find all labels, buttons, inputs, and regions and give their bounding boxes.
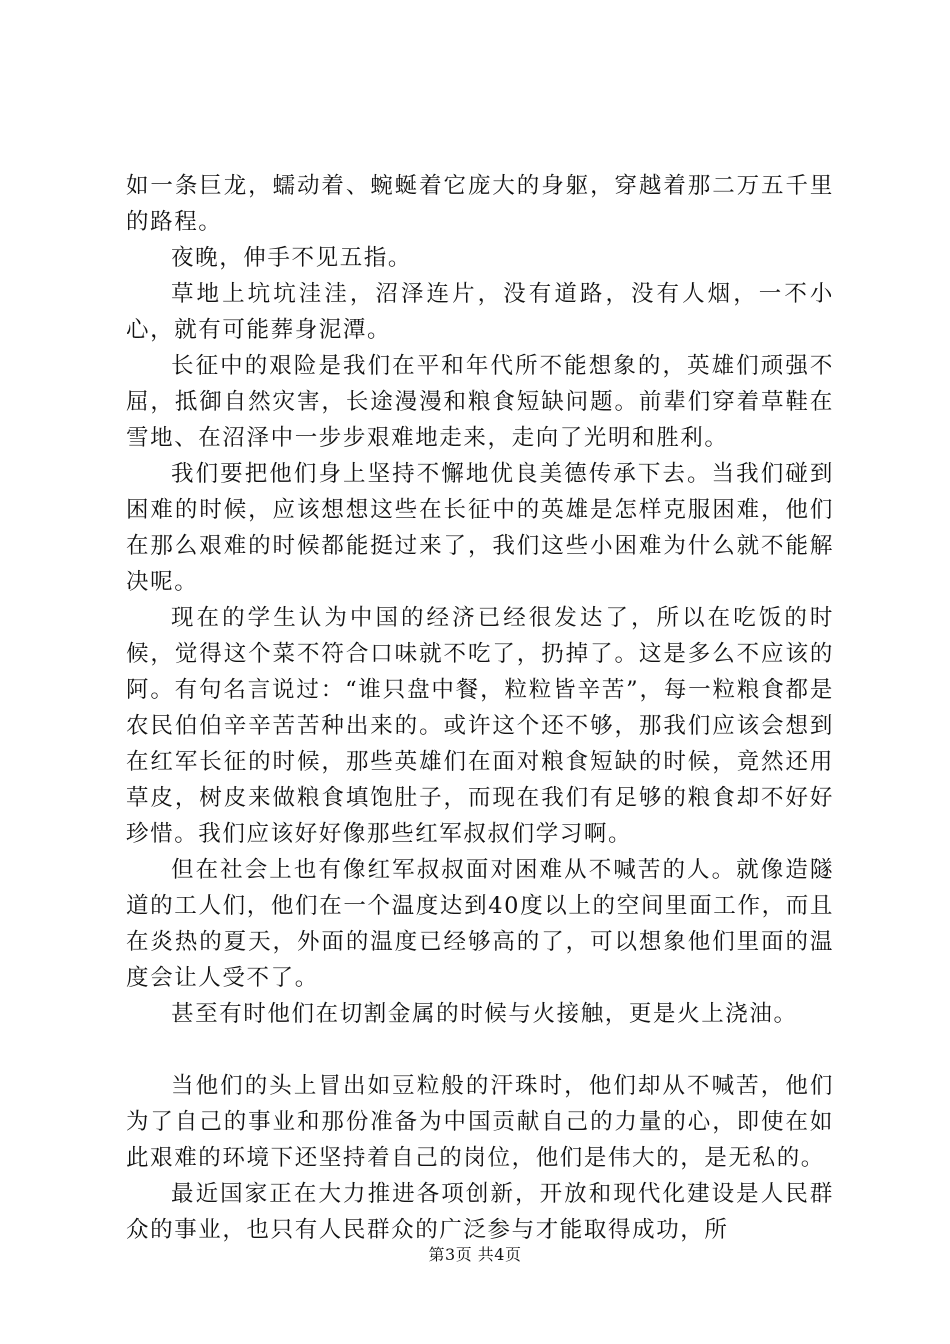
paragraph: 夜晚，伸手不见五指。 [171,245,413,271]
paragraph: 我们要把他们身上坚持不懈地优良美德传承下去。当我们碰到困难的时候，应该想想这些在长征中的英雄是怎样克服困难，他们在那么艰难的时候都能挺过来了，我们这些小困难为什么就不能解决呢。 [126,461,834,595]
page-number-footer: 第3页 共4页 [428,1245,522,1264]
paragraph: 当他们的头上冒出如豆粒般的汗珠时，他们却从不喊苦，他们为了自己的事业和那份准备为中国贡献自己的力量的心，即使在如此艰难的环境下还坚持着自己的岗位，他们是伟大的，是无私的。 [126,1073,834,1171]
paragraph: 如一条巨龙，蠕动着、蜿蜒着它庞大的身躯，穿越着那二万五千里的路程。 [126,173,834,235]
paragraph: 最近国家正在大力推进各项创新，开放和现代化建设是人民群众的事业，也只有人民群众的广泛参与才能取得成功，所 [126,1181,834,1243]
paragraph: 但在社会上也有像红军叔叔面对困难从不喊苦的人。就像造隧道的工人们，他们在一个温度达到40度以上的空间里面工作，而且在炎热的夏天，外面的温度已经够高的了，可以想象他们里面的温度会让人受不了。 [126,857,834,991]
paragraph: 长征中的艰险是我们在平和年代所不能想象的，英雄们顽强不屈，抵御自然灾害，长途漫漫和粮食短缺问题。前辈们穿着草鞋在雪地、在沼泽中一步步艰难地走来，走向了光明和胜利。 [126,353,834,451]
paragraph: 甚至有时他们在切割金属的时候与火接触，更是火上浇油。 [171,1001,798,1027]
blank-line [126,1032,834,1068]
paragraph: 草地上坑坑洼洼，沼泽连片，没有道路，没有人烟，一不小心，就有可能葬身泥潭。 [126,281,834,343]
paragraph: 现在的学生认为中国的经济已经很发达了，所以在吃饭的时候，觉得这个菜不符合口味就不吃了，扔掉了。这是多么不应该的阿。有句名言说过：“谁只盘中餐，粒粒皆辛苦”，每一粒粮食都是农民伯伯辛辛苦苦种出来的。或许这个还不够，那我们应该会想到在红军长征的时候，那些英雄们在面对粮食短缺的时候，竟然还用草皮，树皮来做粮食填饱肚子，而现在我们有足够的粮食却不好好珍惜。我们应该好好像那些红军叔叔们学习啊。 [126,605,834,847]
body-text [126,168,834,1248]
